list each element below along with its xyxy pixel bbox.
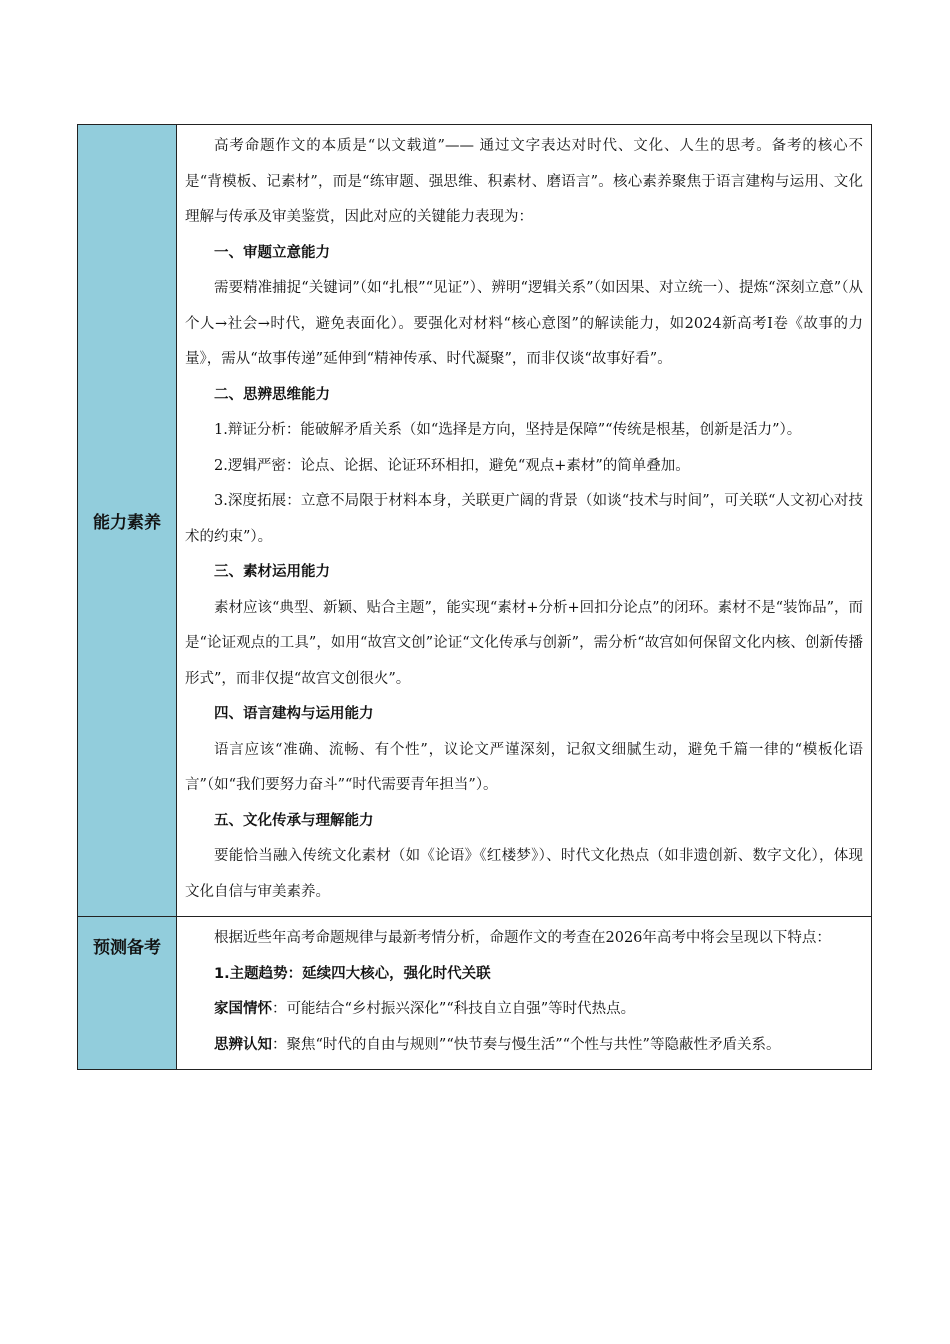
- item-text: ：聚焦“时代的自由与规则”“快节奏与慢生活”“个性与共性”等隐蔽性矛盾关系。: [272, 1036, 781, 1053]
- section-title: 五、文化传承与理解能力: [214, 812, 374, 829]
- intro-paragraph: 根据近些年高考命题规律与最新考情分析，命题作文的考查在2026年高考中将会呈现以下特点：: [214, 930, 831, 946]
- item-label: 家国情怀: [214, 1001, 272, 1017]
- item-text: ：可能结合“乡村振兴深化”“科技自立自强”等时代热点。: [272, 1001, 636, 1017]
- section-paragraph: 2.逻辑严密：论点、论据、论证环环相扣，避免“观点+素材”的简单叠加。: [214, 457, 690, 474]
- row-header-forecast: 预测备考: [78, 917, 177, 1070]
- section-paragraph: 要能恰当融入传统文化素材（如《论语》《红楼梦》）、时代文化热点（如非遗创新、数字文化），体现文化自信与审美素养。: [185, 848, 863, 900]
- section-paragraph: 1.辩证分析：能破解矛盾关系（如“选择是方向，坚持是保障”“传统是根基，创新是活力”）。: [214, 422, 802, 438]
- section-paragraph: 素材应该“典型、新颖、贴合主题”，能实现“素材+分析+回扣分论点”的闭环。素材不是“装饰品”，而是“论证观点的工具”，如用“故宫文创”论证“文化传承与创新”，需分析“故宫如何保留文化内核、创新传播形式”，而非仅提“故宫文创很火”。: [185, 599, 863, 687]
- table-row-forecast: [78, 917, 872, 1070]
- section-paragraph: 3.深度拓展：立意不局限于材料本身，关联更广阔的背景（如谈“技术与时间”，可关联“人文初心对技术的约束”）。: [185, 493, 863, 545]
- intro-paragraph: 高考命题作文的本质是“以文载道”—— 通过文字表达对时代、文化、人生的思考。备考的核心不是“背模板、记素材”，而是“练审题、强思维、积素材、磨语言”。核心素养聚焦于语言建构与运用、文化理解与传承及审美鉴赏，因此对应的关键能力表现为：: [185, 138, 863, 225]
- forecast-item: [185, 992, 863, 1028]
- section-paragraph: 语言应该“准确、流畅、有个性”，议论文严谨深刻，记叙文细腻生动，避免千篇一律的“模板化语言”（如“我们要努力奋斗”“时代需要青年担当”）。: [185, 741, 863, 793]
- subtitle: 1.主题趋势：延续四大核心，强化时代关联: [214, 965, 491, 982]
- section-title: 四、语言建构与运用能力: [214, 706, 374, 722]
- section-title: 三、素材运用能力: [214, 564, 330, 580]
- section-title: 一、审题立意能力: [214, 244, 330, 261]
- forecast-item: [185, 1028, 863, 1064]
- section-title: 二、思辨思维能力: [214, 386, 330, 403]
- item-label: 思辨认知: [214, 1036, 272, 1053]
- content-table: [77, 124, 872, 1070]
- row-header-ability: 能力素养: [78, 125, 177, 917]
- row-content-ability: [177, 125, 872, 917]
- row-content-forecast: [177, 917, 872, 1070]
- table-row-ability: [78, 125, 872, 917]
- section-paragraph: 需要精准捕捉“关键词”（如“扎根”“见证”）、辨明“逻辑关系”（如因果、对立统一）、提炼“深刻立意”（从个人→社会→时代，避免表面化）。要强化对材料“核心意图”的解读能力，如2024新高考Ⅰ卷《故事的力量》，需从“故事传递”延伸到“精神传承、时代凝聚”，而非仅谈“故事好看”。: [185, 280, 863, 367]
